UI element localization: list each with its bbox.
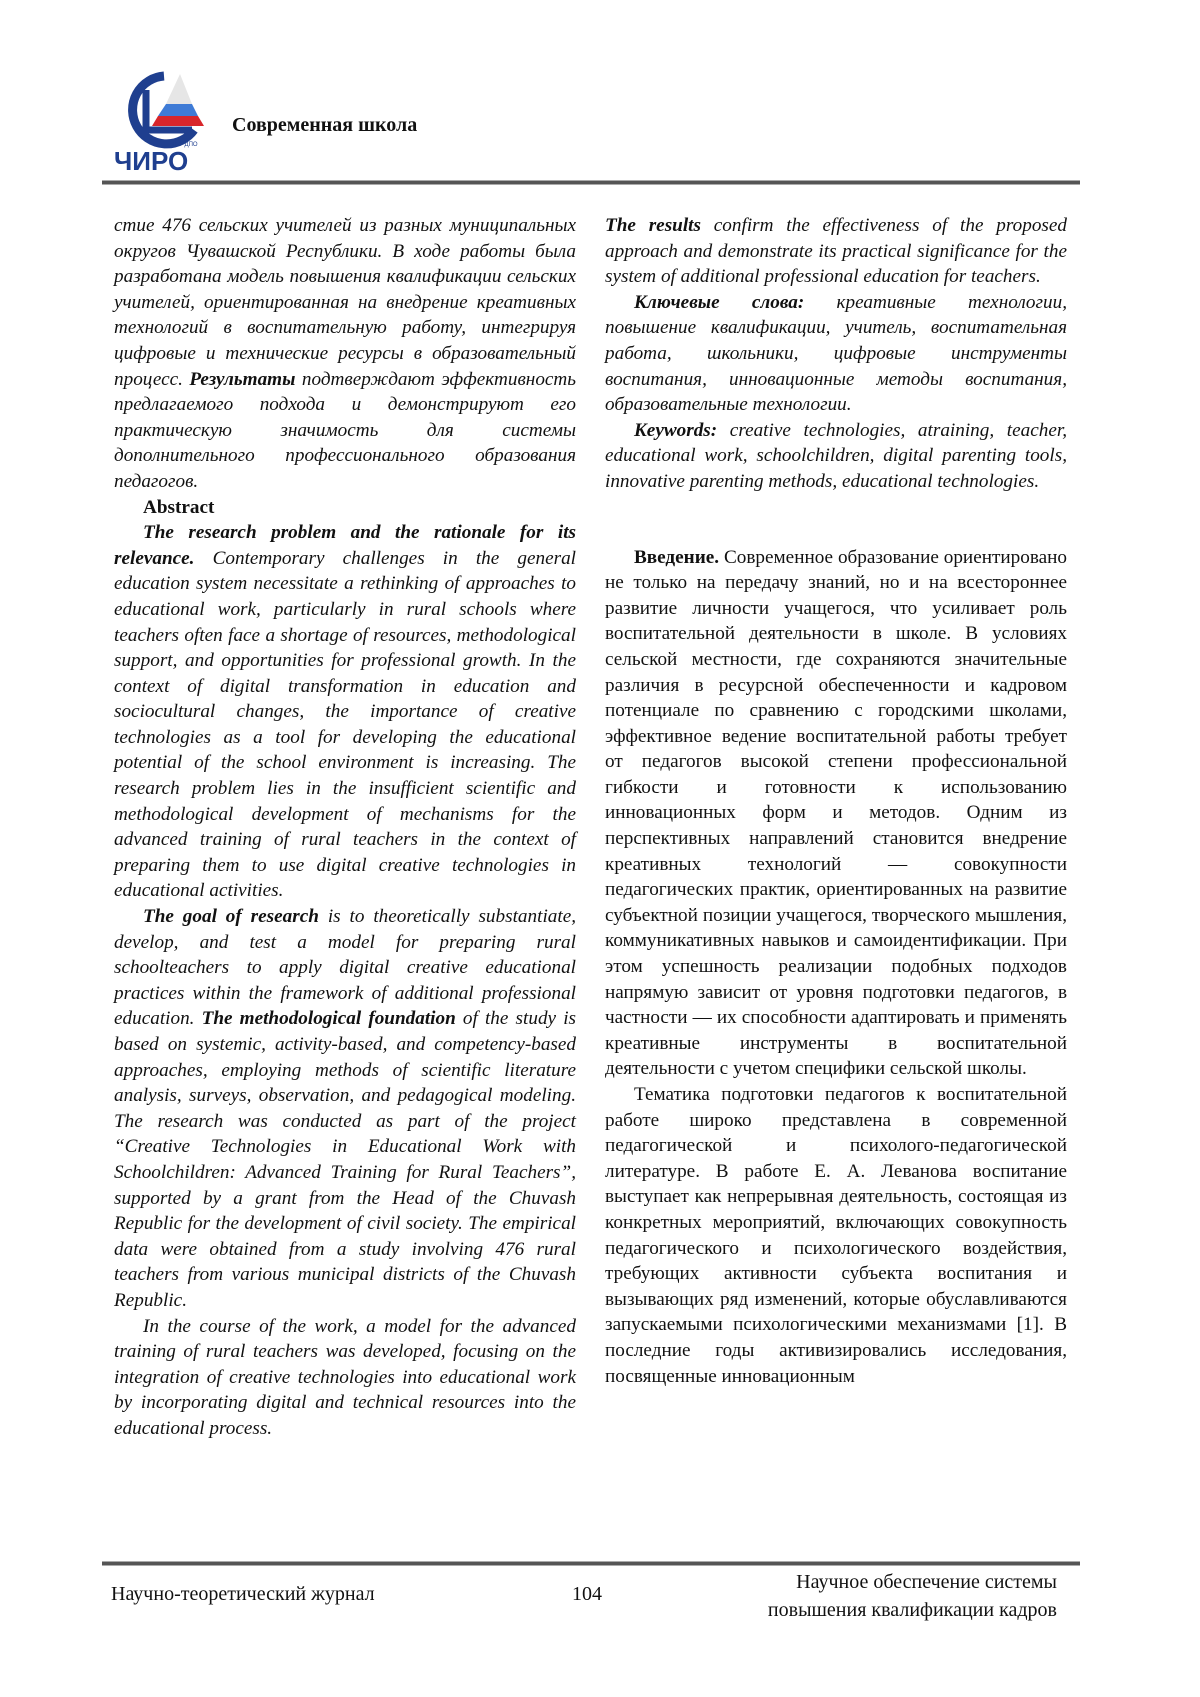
abstract-ru-continuation: стие 476 сельских учителей из разных муниципальных округов Чувашской Республики. В ходе работы была разработана модель повышения квалификации сельских учителей, ориентированная на внедрение креативных технологий в воспитательную работу, интегрируя цифровые и технические ресурсы в образовательный процесс. Результаты подтверждают эффективность предлагаемого подхода и демонстрируют его практическую значимость для системы дополнительного профессионального образования педагогов. (114, 215, 577, 492)
results-paragraph: The results confirm the effectiveness of the proposed approach and demonstrate its practical significance for the system of additional professional education for teachers. (605, 215, 1067, 288)
section-gap (605, 520, 1067, 545)
logo-text: ЧИРО (114, 146, 189, 176)
footer-journal-type: Научно-теоретический журнал (111, 1583, 375, 1605)
abstract-heading: Abstract (143, 496, 215, 518)
results-label: Результаты (189, 368, 296, 390)
footer-section-title: Научное обеспечение системы повышения квалификации кадров (767, 1571, 1057, 1621)
keywords-ru: Ключевые слова: креативные технологии, повышение квалификации, учитель, воспитательная работа, школьники, цифровые инструменты воспитания, инновационные методы воспитания, образовательные технологии. (605, 291, 1067, 416)
model-paragraph: In the course of the work, a model for the advanced training of rural teachers was developed, focusing on the integration of creative technologies into educational work by incorporating digital and technical resources into the educational process. (114, 1315, 576, 1439)
footer-divider (102, 1561, 1080, 1566)
chiro-logo (112, 68, 212, 176)
page-number: 104 (572, 1583, 602, 1605)
research-goal-paragraph: The goal of research is to theoretically substantiate, develop, and test a model for preparing rural schoolteachers to apply digital creative educational practices within the framework of additional professional education. The methodological foundation of the study is based on systemic, activity-based, and competency-based approaches, employing methods of scientific literature analysis, surveys, observation, and pedagogical modeling. The research was conducted as part of the project “Creative Technologies in Educational Work with Schoolchildren: Advanced Training for Rural Teachers”, supported by a grant from the Head of the Chuvash Republic for the development of civil society. The empirical data were obtained from a study involving 476 rural teachers from various municipal districts of the Chuvash Republic. (114, 906, 577, 1311)
literature-paragraph: Тематика подготовки педагогов к воспитательной работе широко представлена в современной педагогической и психолого-педагогической литературе. В работе Е. А. Леванова воспитание выступает как непрерывная деятельность, состоящая из конкретных мероприятий, включающих совокупность педагогического и психологического воздействия, требующих активности субъекта воспитания и вызывающих ряд изменений, которые обуславливаются запускаемыми психологическими механизмами [1]. В последние годы активизировались исследования, посвященные инновационным (605, 1084, 1067, 1387)
logo-emblem-icon (112, 68, 212, 176)
journal-title: Современная школа (232, 114, 418, 136)
research-problem-paragraph: The research problem and the rationale for its relevance. Contemporary challenges in the general education system necessitate a rethinking of approaches to educational work, particularly in rural schools where teachers often face a shortage of resources, methodological support, and opportunities for professional growth. In the context of digital transformation in education and sociocultural changes, the importance of creative technologies as a tool for developing the educational potential of the school environment is increasing. The research problem lies in the insufficient scientific and methodological development of mechanisms for the advanced training of rural teachers in the context of preparing them to use digital creative technologies in educational activities. (114, 522, 577, 902)
section-gap (605, 495, 1067, 520)
keywords-en: Keywords: creative technologies, atraining, teacher, educational work, schoolchildren, digital parenting tools, innovative parenting methods, educational technologies. (605, 419, 1068, 492)
left-column (114, 213, 576, 1442)
header-divider (102, 180, 1080, 185)
logo-subtext: ГБУ ДПО (172, 142, 198, 148)
introduction-paragraph: Введение. Современное образование ориентировано не только на передачу знаний, но и на всестороннее развитие личности учащегося, что усиливает роль воспитательной деятельности в школе. В условиях сельской местности, где сохраняются значительные различия в ресурсной обеспеченности и кадровом потенциале по сравнению с городскими школами, эффективное ведение воспитательной работы требует от педагогов высокой степени профессиональной гибкости и готовности к использованию инновационных форм и методов. Одним из перспективных направлений становится внедрение креативных технологий — совокупности педагогических практик, ориентированных на развитие субъектной позиции учащегося, творческого мышления, коммуникативных навыков и самоидентификации. При этом успешность реализации подобных подходов напрямую зависит от уровня подготовки педагогов, в частности — их способности адаптировать и применять креативные инструменты в воспитательной деятельности с учетом специфики сельской школы. (605, 546, 1067, 1080)
right-column (605, 213, 1067, 1389)
